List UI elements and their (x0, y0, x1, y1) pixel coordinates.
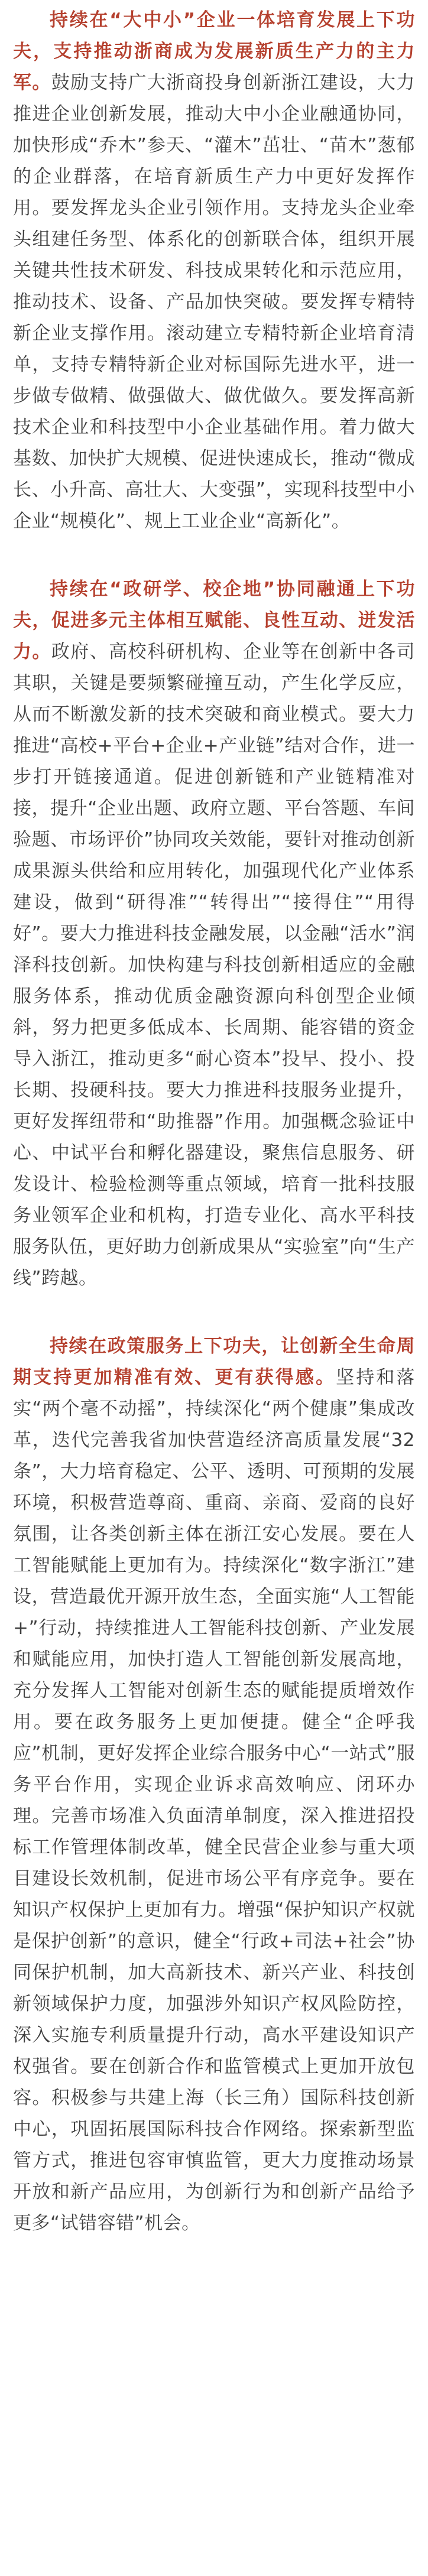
paragraph-body-text: 政府、高校科研机构、企业等在创新中各司其职，关键是要频繁碰撞互动，产生化学反应，从而不断激发新的技术突破和商业模式。要大力推进“高校+平台+企业+产业链”结对合作，进一步打开链接通道。促进创新链和产业链精准对接，提升“企业出题、政府立题、平台答题、车间验题、市场评价”协同攻关效能，要针对推动创新成果源头供给和应用转化，加强现代化产业体系建设，做到“研得准”“转得出”“接得住”“用得好”。要大力推进科技金融发展，以金融“活水”润泽科技创新。加快构建与科技创新相适应的金融服务体系，推动优质金融资源向科创型企业倾斜，努力把更多低成本、长周期、能容错的资金导入浙江，推动更多“耐心资本”投早、投小、投长期、投硬科技。要大力推进科技服务业提升，更好发挥纽带和“助推器”作用。加强概念验证中心、中试平台和孵化器建设，聚焦信息服务、研发设计、检验检测等重点领域，培育一批科技服务业领军企业和机构，打造专业化、高水平科技服务队伍，更好助力创新成果从“实验室”向“生产线”跨越。 (13, 641, 416, 1289)
paragraph-lead-text: 持续在政策服务上下功夫，让创新全生命周期支持更加精准有效、更有获得感。 (13, 1336, 415, 1388)
paragraph-policy-services (13, 1331, 415, 2239)
paragraph-body-text: 坚持和落实“两个毫不动摇”，持续深化“两个健康”集成改革，迭代完善我省加快营造经济高质量发展“32条”，大力培育稳定、公平、透明、可预期的发展环境，积极营造尊商、重商、亲商、爱商的良好氛围，让各类创新主体在浙江安心发展。要在人工智能赋能上更加有为。持续深化“数字浙江”建设，营造最优开源开放生态，全面实施“人工智能+”行动，持续推进人工智能科技创新、产业发展和赋能应用，加快打造人工智能创新发展高地，充分发挥人工智能对创新生态的赋能提质增效作用。要在政务服务上更加便捷。健全“企呼我应”机制，更好发挥企业综合服务中心“一站式”服务平台作用，实现企业诉求高效响应、闭环办理。完善市场准入负面清单制度，深入推进招投标工作管理体制改革，健全民营企业参与重大项目建设长效机制，促进市场公平有序竞争。要在知识产权保护上更加有力。增强“保护知识产权就是保护创新”的意识，健全“行政+司法+社会”协同保护机制，加大高新技术、新兴产业、科技创新领域保护力度，加强涉外知识产权风险防控，深入实施专利质量提升行动，高水平建设知识产权强省。要在创新合作和监管模式上更加开放包容。积极参与共建上海（长三角）国际科技创新中心，巩固拓展国际科技合作网络。探索新型监管方式，推进包容审慎监管，更大力度推动场景开放和新产品应用，为创新行为和创新产品给予更多“试错容错”机会。 (13, 1367, 416, 2234)
paragraph-enterprise-cultivation (13, 5, 415, 537)
paragraph-lead-text: 持续在“大中小”企业一体培育发展上下功夫，支持推动浙商成为发展新质生产力的主力军。 (13, 9, 415, 93)
paragraph-collaboration (13, 574, 415, 1294)
paragraph-lead-text: 持续在“政研学、校企地”协同融通上下功夫，促进多元主体相互赋能、良性互动、迸发活力。 (13, 579, 415, 662)
paragraph-body-text: 鼓励支持广大浙商投身创新浙江建设，大力推进企业创新发展，推动大中小企业融通协同，加快形成“乔木”参天、“灌木”茁壮、“苗木”葱郁的企业群落，在培育新质生产力中更好发挥作用。要发挥龙头企业引领作用。支持龙头企业牵头组建任务型、体系化的创新联合体，组织开展关键共性技术研发、科技成果转化和示范应用，推动技术、设备、产品加快突破。要发挥专精特新企业支撑作用。滚动建立专精特新企业培育清单，支持专精特新企业对标国际先进水平，进一步做专做精、做强做大、做优做久。要发挥高新技术企业和科技型中小企业基础作用。着力做大基数、加快扩大规模、促进快速成长，推动“微成长、小升高、高壮大、大变强”，实现科技型中小企业“规模化”、规上工业企业“高新化”。 (13, 72, 416, 532)
